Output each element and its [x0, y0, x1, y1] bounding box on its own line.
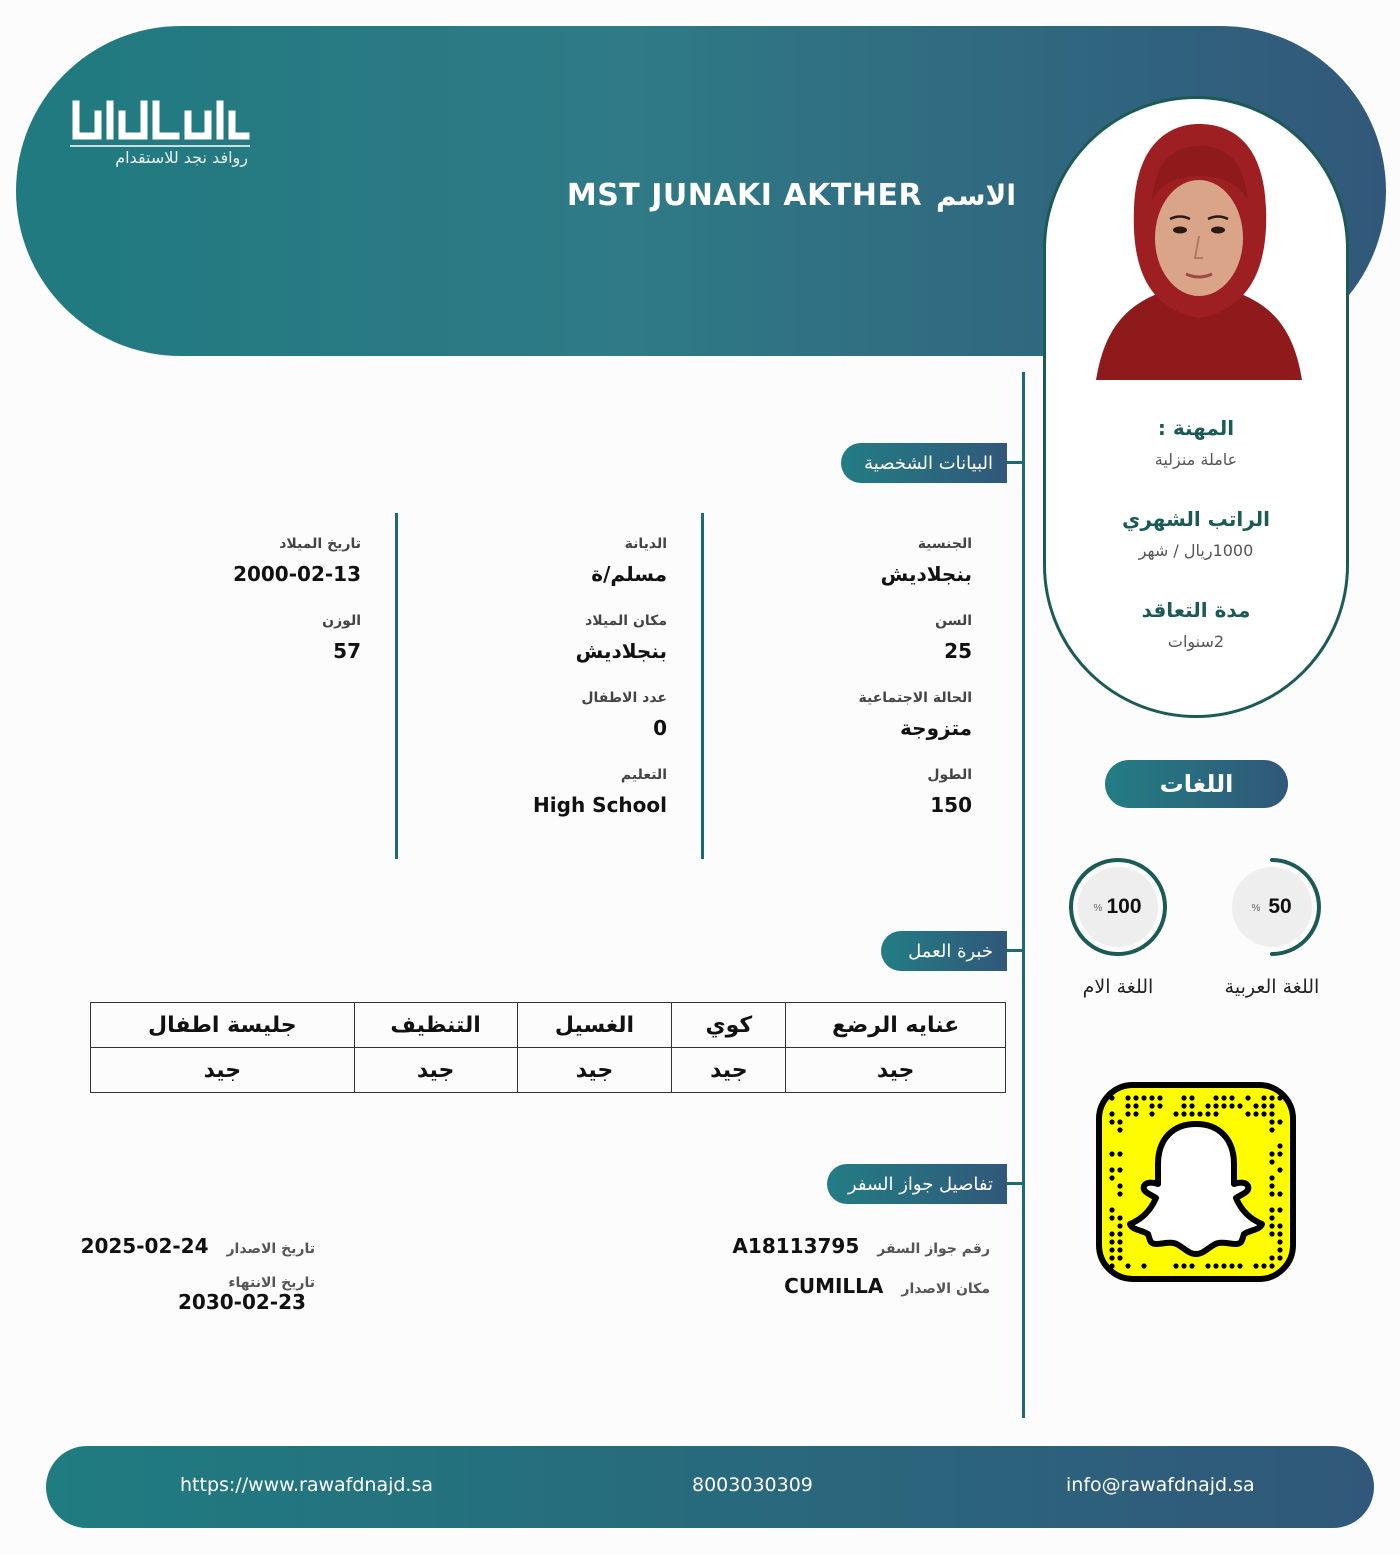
snapcode-dot	[1189, 1095, 1194, 1100]
snapcode-dot	[1149, 1111, 1154, 1116]
passport-place-value: CUMILLA	[784, 1274, 884, 1298]
snapcode-dot	[1277, 1255, 1282, 1260]
snapcode-dot	[1229, 1095, 1234, 1100]
snapcode-dot	[1237, 1103, 1242, 1108]
snapcode-dot	[1181, 1111, 1186, 1116]
experience-header-cell: جليسة اطفال	[91, 1003, 355, 1048]
snapcode-dot	[1277, 1167, 1282, 1172]
section-experience-pill: خبرة العمل	[881, 931, 1007, 971]
field-height	[706, 767, 972, 817]
snapchat-qr-code[interactable]	[1096, 1082, 1296, 1282]
snapcode-dot	[1261, 1111, 1266, 1116]
snapcode-dot	[1261, 1095, 1266, 1100]
snapcode-dot	[1221, 1263, 1226, 1268]
field-label: مكان الميلاد	[585, 613, 667, 629]
snapcode-dot	[1261, 1103, 1266, 1108]
snapcode-dot	[1133, 1095, 1138, 1100]
snapcode-dot	[1117, 1239, 1122, 1244]
snapcode-dot	[1269, 1231, 1274, 1236]
field-label: السن	[935, 613, 972, 629]
language-ring-arabic	[1222, 857, 1322, 957]
snapcode-dot	[1229, 1103, 1234, 1108]
experience-value-cell: جيد	[91, 1048, 355, 1093]
snapcode-dot	[1173, 1263, 1178, 1268]
experience-value-row	[91, 1048, 1006, 1093]
field-education	[400, 767, 667, 817]
snapcode-dot	[1117, 1151, 1122, 1156]
language-ring-native	[1068, 857, 1168, 957]
passport-number-label: رقم جواز السفر	[877, 1241, 990, 1257]
footer-phone[interactable]: 8003030309	[692, 1474, 813, 1496]
profession-value: عاملة منزلية	[1154, 450, 1238, 469]
snapcode-dot	[1221, 1095, 1226, 1100]
field-value: مسلم/ة	[591, 562, 667, 586]
snapcode-dot	[1189, 1263, 1194, 1268]
snapcode-dot	[1277, 1207, 1282, 1212]
language-name-arabic: اللغة العربية	[1224, 976, 1320, 998]
field-value: High School	[533, 793, 667, 817]
snapcode-dot	[1269, 1183, 1274, 1188]
snapcode-dot	[1157, 1095, 1162, 1100]
snapcode-dot	[1109, 1151, 1114, 1156]
snapcode-dot	[1181, 1263, 1186, 1268]
snapcode-dot	[1109, 1207, 1114, 1212]
worker-photo	[1096, 118, 1302, 380]
snapcode-dot	[1141, 1095, 1146, 1100]
language-percent: 100	[1106, 895, 1142, 918]
section-experience-tick	[1006, 949, 1024, 952]
worker-name: MST JUNAKI AKTHER	[566, 178, 923, 213]
language-percent: 50	[1268, 895, 1292, 918]
percent-unit: %	[1093, 903, 1103, 914]
snapcode-dot	[1253, 1263, 1258, 1268]
snapcode-dot	[1269, 1263, 1274, 1268]
snapcode-dot	[1213, 1103, 1218, 1108]
field-birthdate	[100, 536, 361, 586]
snapcode-dot	[1213, 1263, 1218, 1268]
snapcode-dot	[1269, 1151, 1274, 1156]
snapcode-dot	[1109, 1231, 1114, 1236]
languages-title: اللغات	[1105, 760, 1288, 808]
personal-col-2	[400, 536, 667, 844]
experience-value-cell: جيد	[517, 1048, 672, 1093]
snapcode-dot	[1269, 1255, 1274, 1260]
snapcode-dot	[1269, 1111, 1274, 1116]
snapcode-dot	[1277, 1231, 1282, 1236]
field-marital-status	[706, 690, 972, 740]
field-value: 25	[944, 639, 972, 663]
experience-header-row	[91, 1003, 1006, 1048]
snapcode-dot	[1109, 1175, 1114, 1180]
snapcode-dot	[1269, 1103, 1274, 1108]
language-name-native: اللغة الام	[1082, 976, 1154, 998]
snapcode-dot	[1269, 1159, 1274, 1164]
passport-issue-row	[81, 1234, 315, 1258]
salary-label: الراتب الشهري	[1122, 507, 1270, 531]
passport-number-value: A18113795	[732, 1234, 860, 1258]
vertical-divider	[1022, 372, 1025, 1418]
snapcode-dot	[1277, 1191, 1282, 1196]
field-value: متزوجة	[900, 716, 972, 740]
snapcode-dot	[1109, 1119, 1114, 1124]
percent-unit: %	[1251, 903, 1261, 914]
snapcode-dot	[1133, 1103, 1138, 1108]
passport-expiry-value: 2030-02-23	[178, 1290, 306, 1314]
section-personal-tick	[1006, 461, 1024, 464]
snapcode-dot	[1125, 1095, 1130, 1100]
field-label: الجنسية	[917, 536, 972, 552]
snapcode-dot	[1181, 1103, 1186, 1108]
snapcode-dot	[1117, 1255, 1122, 1260]
snapcode-dot	[1213, 1095, 1218, 1100]
snapcode-dot	[1221, 1103, 1226, 1108]
snapcode-dot	[1117, 1191, 1122, 1196]
personal-col-3	[100, 536, 361, 690]
snapcode-dot	[1197, 1111, 1202, 1116]
snapcode-dot	[1277, 1119, 1282, 1124]
passport-place-label: مكان الاصدار	[901, 1281, 990, 1297]
snapcode-dot	[1269, 1175, 1274, 1180]
snapcode-dot	[1269, 1215, 1274, 1220]
column-separator	[701, 513, 704, 859]
snapcode-dot	[1205, 1263, 1210, 1268]
experience-header-cell: كوي	[672, 1003, 786, 1048]
section-passport-pill: تفاصيل جواز السفر	[827, 1164, 1007, 1204]
snapcode-dot	[1245, 1111, 1250, 1116]
field-value: 150	[930, 793, 972, 817]
field-label: الديانة	[624, 536, 667, 552]
field-children	[400, 690, 667, 740]
snapcode-dot	[1109, 1167, 1114, 1172]
snapcode-dot	[1277, 1247, 1282, 1252]
passport-expiry-block	[228, 1275, 315, 1291]
snapcode-dot	[1269, 1223, 1274, 1228]
passport-number-row	[732, 1234, 990, 1258]
snapcode-dot	[1181, 1095, 1186, 1100]
snapcode-dot	[1245, 1095, 1250, 1100]
experience-header-cell: عنايه الرضع	[786, 1003, 1006, 1048]
field-label: الحالة الاجتماعية	[858, 690, 972, 706]
snapcode-dot	[1149, 1103, 1154, 1108]
contract-label: مدة التعاقد	[1141, 598, 1251, 622]
snapcode-dot	[1253, 1103, 1258, 1108]
snapcode-dot	[1133, 1111, 1138, 1116]
name-label: الاسم	[936, 179, 1016, 212]
snapcode-dot	[1109, 1263, 1114, 1268]
snapcode-dot	[1125, 1111, 1130, 1116]
snapcode-dot	[1269, 1095, 1274, 1100]
snapcode-dot	[1269, 1119, 1274, 1124]
snapcode-dot	[1157, 1103, 1162, 1108]
snapcode-dot	[1109, 1215, 1114, 1220]
experience-header-cell: الغسيل	[517, 1003, 672, 1048]
contract-block	[1043, 598, 1349, 651]
section-personal-pill: البيانات الشخصية	[841, 443, 1007, 483]
snapcode-dot	[1189, 1111, 1194, 1116]
salary-value: 1000ريال / شهر	[1138, 541, 1254, 560]
passport-expiry-label: تاريخ الانتهاء	[228, 1275, 315, 1291]
snapcode-dot	[1109, 1239, 1114, 1244]
snapcode-dot	[1269, 1127, 1274, 1132]
snapcode-dot	[1277, 1239, 1282, 1244]
snapcode-dot	[1109, 1095, 1114, 1100]
name-row	[567, 178, 1016, 213]
snapcode-dot	[1173, 1111, 1178, 1116]
snapcode-dot	[1117, 1223, 1122, 1228]
field-birthplace	[400, 613, 667, 663]
snapcode-dot	[1277, 1151, 1282, 1156]
field-age	[706, 613, 972, 663]
snapcode-dot	[1117, 1167, 1122, 1172]
snapcode-dot	[1277, 1143, 1282, 1148]
field-religion	[400, 536, 667, 586]
snapcode-dot	[1205, 1103, 1210, 1108]
field-value: 57	[333, 639, 361, 663]
column-separator	[395, 513, 398, 859]
snapcode-dot	[1261, 1263, 1266, 1268]
snapcode-dot	[1117, 1247, 1122, 1252]
snapcode-dot	[1229, 1263, 1234, 1268]
field-label: تاريخ الميلاد	[279, 536, 361, 552]
field-value: بنجلاديش	[880, 562, 972, 586]
brand-subtitle: روافد نجد للاستقدام	[115, 148, 248, 167]
snapcode-dot	[1189, 1103, 1194, 1108]
snapcode-dot	[1109, 1111, 1114, 1116]
snapcode-dot	[1269, 1191, 1274, 1196]
experience-header-cell: التنظيف	[354, 1003, 517, 1048]
snapcode-dot	[1269, 1207, 1274, 1212]
profession-label: المهنة :	[1157, 416, 1235, 440]
field-value: 2000-02-13	[233, 562, 361, 586]
field-label: عدد الاطفال	[581, 690, 667, 706]
footer-website-link[interactable]: https://www.rawafdnajd.sa	[180, 1474, 434, 1496]
snapcode-dot	[1117, 1231, 1122, 1236]
snapcode-dot	[1117, 1215, 1122, 1220]
snapcode-dot	[1141, 1263, 1146, 1268]
section-passport-tick	[1006, 1182, 1024, 1185]
experience-value-cell: جيد	[786, 1048, 1006, 1093]
snapcode-dot	[1117, 1119, 1122, 1124]
field-label: التعليم	[620, 767, 667, 783]
salary-block	[1043, 507, 1349, 560]
field-value: 0	[653, 716, 667, 740]
field-weight	[100, 613, 361, 663]
snapcode-dot	[1117, 1183, 1122, 1188]
snapcode-dot	[1237, 1263, 1242, 1268]
snapcode-dot	[1277, 1223, 1282, 1228]
experience-value-cell: جيد	[672, 1048, 786, 1093]
experience-value-cell: جيد	[354, 1048, 517, 1093]
snapcode-dot	[1125, 1263, 1130, 1268]
snapcode-dot	[1117, 1127, 1122, 1132]
snapcode-dot	[1205, 1111, 1210, 1116]
passport-issue-value: 2025-02-24	[80, 1234, 209, 1258]
field-nationality	[706, 536, 972, 586]
experience-table	[90, 1002, 1006, 1093]
footer-email-link[interactable]: info@rawafdnajd.sa	[1066, 1474, 1255, 1496]
contract-value: 2سنوات	[1167, 632, 1225, 651]
passport-place-row	[784, 1274, 990, 1298]
field-label: الطول	[927, 767, 972, 783]
snapcode-dot	[1125, 1103, 1130, 1108]
personal-col-1	[706, 536, 972, 844]
field-label: الوزن	[322, 613, 361, 629]
field-value: بنجلاديش	[575, 639, 667, 663]
snapcode-dot	[1149, 1095, 1154, 1100]
passport-issue-label: تاريخ الاصدار	[226, 1241, 315, 1257]
snapcode-dot	[1253, 1111, 1258, 1116]
snapcode-dot	[1213, 1111, 1218, 1116]
snapcode-dot	[1109, 1255, 1114, 1260]
snapcode-dot	[1109, 1247, 1114, 1252]
profession-block	[1043, 416, 1349, 469]
snapcode-dot	[1277, 1095, 1282, 1100]
